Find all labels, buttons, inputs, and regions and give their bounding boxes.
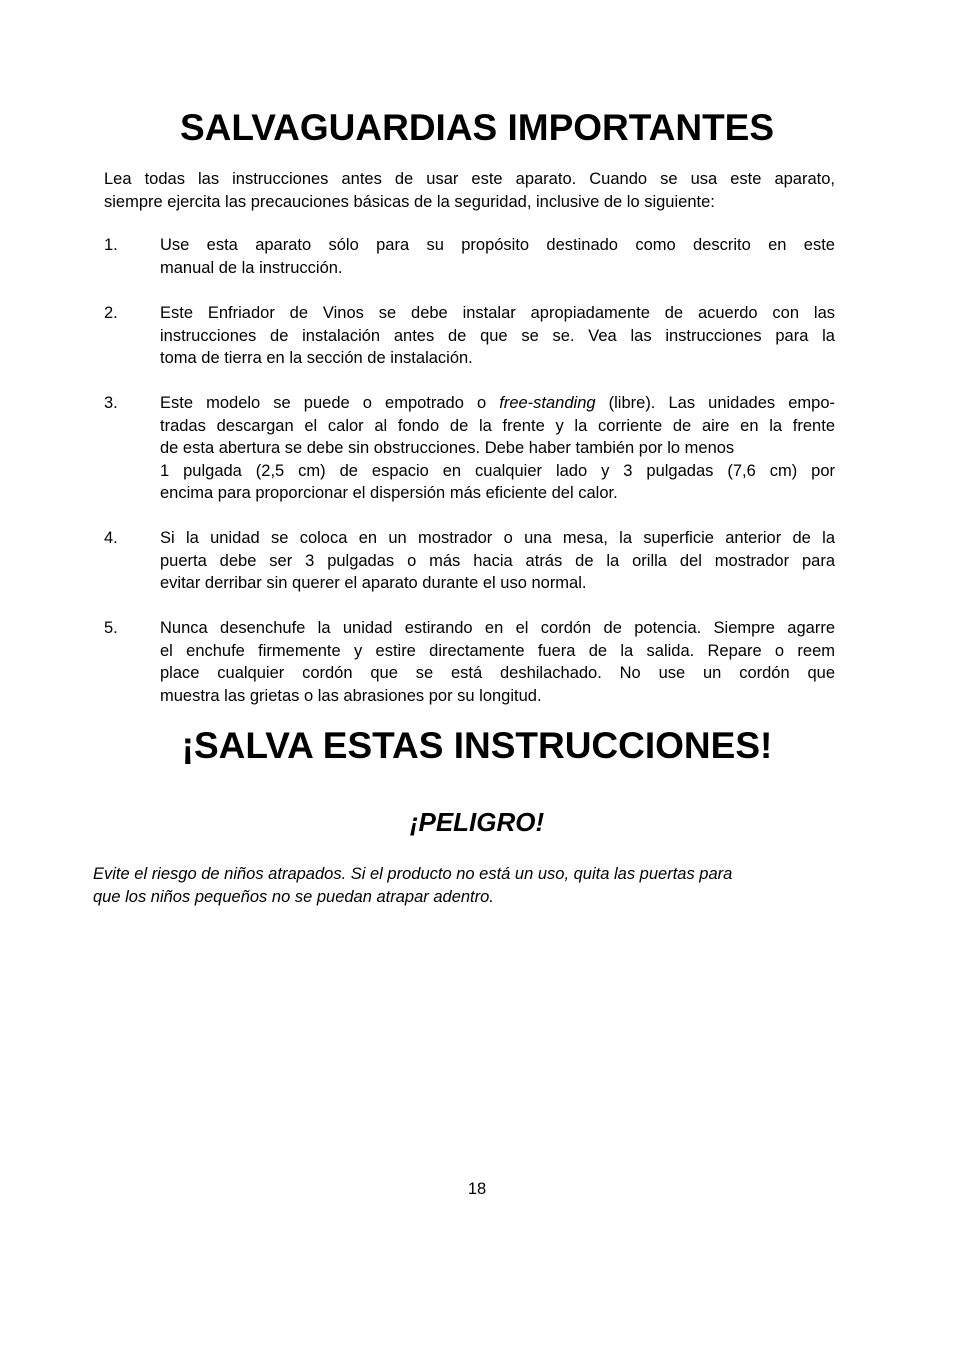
intro-paragraph bbox=[104, 168, 835, 213]
item-line: tradas descargan el calor al fondo de la frente y la corriente de aire en la frente bbox=[160, 416, 835, 435]
danger-line: Evite el riesgo de niños atrapados. Si el producto no está un uso, quita las puertas para bbox=[93, 865, 733, 883]
page-title: SALVAGUARDIAS IMPORTANTES bbox=[179, 107, 775, 148]
intro-line: Lea todas las instrucciones antes de usar este aparato. Cuando se usa este aparato, bbox=[104, 170, 835, 188]
item-line bbox=[160, 392, 835, 415]
item-line: Use esta aparato sólo para su propósito destinado como descrito en este bbox=[160, 236, 835, 254]
page-number: 18 bbox=[467, 1180, 487, 1198]
item-line-text: Este modelo se puede o empotrado o bbox=[160, 394, 500, 412]
item-line-text: (libre). Las unidades empo- bbox=[595, 394, 835, 412]
item-line: encima para proporcionar el dispersión más eficiente del calor. bbox=[160, 484, 618, 502]
item-line: Si la unidad se coloca en un mostrador o una mesa, la superficie anterior de la bbox=[160, 529, 835, 547]
item-number: 5. bbox=[104, 619, 118, 637]
danger-paragraph bbox=[93, 863, 838, 908]
danger-line: que los niños pequeños no se puedan atrapar adentro. bbox=[93, 887, 494, 906]
item-line: toma de tierra en la sección de instalación. bbox=[160, 349, 473, 367]
danger-heading: ¡PELIGRO! bbox=[409, 807, 545, 837]
item-number: 4. bbox=[104, 529, 118, 547]
item-number: 1. bbox=[104, 236, 118, 254]
item-line: 1 pulgada (2,5 cm) de espacio en cualquier lado y 3 pulgadas (7,6 cm) por bbox=[160, 461, 835, 480]
item-text bbox=[160, 617, 835, 707]
item-line: evitar derribar sin querer el aparato durante el uso normal. bbox=[160, 574, 587, 592]
item-line: Este Enfriador de Vinos se debe instalar apropiadamente de acuerdo con las bbox=[160, 304, 835, 322]
item-line: de esta abertura se debe sin obstrucciones. Debe haber también por lo menos bbox=[160, 439, 735, 457]
item-line: muestra las grietas o las abrasiones por su longitud. bbox=[160, 686, 542, 705]
item-number: 2. bbox=[104, 304, 118, 322]
item-text bbox=[160, 527, 835, 595]
save-instructions-heading: ¡SALVA ESTAS INSTRUCCIONES! bbox=[181, 725, 773, 766]
item-text bbox=[160, 234, 835, 279]
free-standing-term: free-standing bbox=[499, 394, 596, 412]
item-line: instrucciones de instalación antes de que se se. Vea las instrucciones para la bbox=[160, 326, 835, 345]
intro-line: siempre ejercita las precauciones básicas de la seguridad, inclusive de lo siguiente: bbox=[104, 192, 715, 211]
item-line: Nunca desenchufe la unidad estirando en el cordón de potencia. Siempre agarre bbox=[160, 619, 835, 637]
item-text bbox=[160, 392, 835, 505]
item-text bbox=[160, 302, 835, 370]
item-line: manual de la instrucción. bbox=[160, 258, 343, 277]
item-line: puerta debe ser 3 pulgadas o más hacia atrás de la orilla del mostrador para bbox=[160, 551, 835, 570]
item-number: 3. bbox=[104, 394, 118, 412]
item-line: place cualquier cordón que se está deshilachado. No use un cordón que bbox=[160, 664, 835, 682]
item-line: el enchufe firmemente y estire directamente fuera de la salida. Repare o reem bbox=[160, 641, 835, 660]
